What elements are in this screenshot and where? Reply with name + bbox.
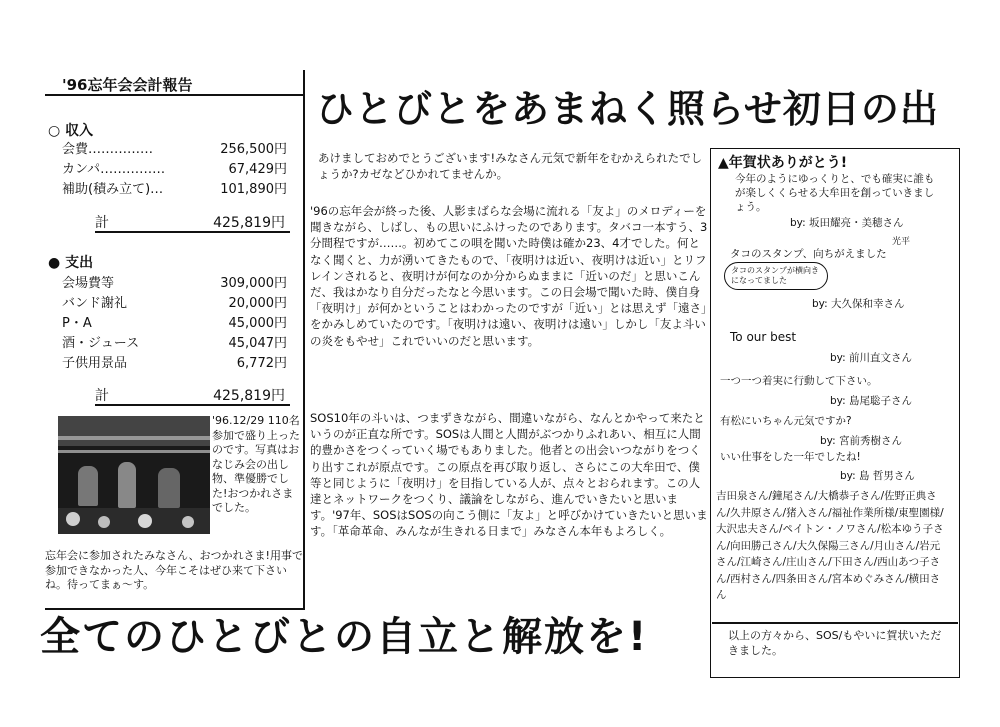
expense-value: 309,000円	[220, 276, 287, 291]
nenga-message: タコのスタンプ、向ちがえました	[730, 248, 887, 260]
nenga-message: いい仕事をした一年でしたね!	[720, 451, 861, 463]
expense-label: P・A	[62, 316, 92, 331]
nenga-byline: by: 前川直文さん	[830, 352, 912, 364]
expense-value: 20,000円	[228, 296, 287, 311]
income-label: 補助(積み立て)…	[62, 182, 164, 197]
income-label: 会費……………	[62, 142, 154, 157]
nenga-names-divider	[712, 622, 958, 624]
main-title: ひとびとをあまねく照らせ初日の出	[316, 87, 939, 131]
expense-row	[62, 292, 287, 311]
body-paragraph-1: '96の忘年会が終った後、人影まばらな会場に流れる「友よ」のメロディーを聞きながら、しばし、もの思いにふけったのであります。タバコ一本すう、3分間程ですが……。初めてこの唄を聞いた時僕は確か23、4才でした。何となく聞くと、力が湧いてきたもので、「夜明けは近い、夜明けは近い」とリフレインされると、夜明けが何なのか分からぬままに「近いのだ」と思いこんだ、我はかなり自分だったなと今思います。この日会場で聞いた時、僕自身「夜明け」が何かということはわかったのですが「近い」とは思えず「遠さ」をかみしめていたのです。「夜明けは遠い、夜明けは遠い」しかし「友よ斗いの炎をもやせ」これでいいのだと思います。	[310, 204, 708, 348]
expense-total-value: 425,819円	[213, 388, 285, 404]
income-value: 101,890円	[220, 182, 287, 197]
body-paragraph-2: SOS10年の斗いは、つまずきながら、間違いながら、なんとかやって来たというのが正直な所です。SOSは人間と人間がぶつかりふれあい、相互に人間的豊かさをつくっていく場でもありました。他者との出会いつながりをつくり出すこれが原点です。この原点を再び取り返し、さらにこの大牟田で、僕等と同じように「夜明け」を目指している人が、点々とおられます。この人達とネットワークをつくり、議論をしながら、進んでいきたいと思います。'97年、SOSはSOSの向こう側に「友よ」と呼びかけていきたいと思います。「革命革命、みんなが生きれる日まで」みなさん本年もよろしく。	[310, 411, 708, 539]
bottom-slogan: 全てのひとびとの自立と解放を!	[40, 614, 649, 660]
nenga-message: 有松にいちゃん元気ですか?	[720, 415, 852, 427]
expense-label: 酒・ジュース	[62, 336, 140, 351]
expense-total	[95, 385, 285, 405]
nenga-speech-bubble: タコのスタンプが横向きになってました	[724, 262, 828, 290]
nenga-message: To our best	[730, 330, 797, 344]
income-label: カンパ……………	[62, 162, 166, 177]
nenga-byline: by: 島 哲男さん	[840, 470, 915, 482]
expense-label: 子供用景品	[62, 356, 128, 371]
nenga-byline: by: 島尾聡子さん	[830, 395, 912, 407]
income-total	[95, 212, 285, 232]
expense-value: 45,047円	[228, 336, 287, 351]
income-row	[62, 158, 287, 177]
expense-total-label: 計	[95, 388, 109, 404]
income-row	[62, 178, 287, 197]
greeting-text: あけましておめでとうございます!みなさん元気で新年をむかえられたでしょうか?カゼなどひかれてませんか。	[318, 151, 703, 181]
expense-row	[62, 272, 287, 291]
left-column-divider	[303, 70, 305, 610]
income-total-value: 425,819円	[213, 215, 285, 231]
nenga-sender-names: 吉田泉さん/鐘尾さん/大橋恭子さん/佐野正典さん/久井原さん/猪入さん/福祉作業所様/東聖園様/大沢忠夫さん/ペイトン・ノワさん/松本ゆう子さん/向田勝己さん/大久保陽三さん/月山さん/岩元さん/江崎さん/庄山さん/下田さん/西山あつ子さん/西村さん/四条田さん/宮本めぐみさん/横田さん	[716, 490, 944, 601]
expense-row	[62, 352, 287, 371]
nenga-byline: by: 坂田耀亮・美穂さん	[790, 217, 904, 229]
income-total-underline	[95, 231, 290, 233]
nenga-note: 光平	[892, 237, 911, 247]
expense-label: バンド謝礼	[62, 296, 128, 311]
nenga-title: ▲年賀状ありがとう!	[718, 155, 848, 171]
accounting-title: '96忘年会会計報告	[62, 76, 193, 94]
nenga-message: 今年のようにゆっくりと、でも確実に誰もが楽しくくらせる大牟田を創っていきましょう。	[735, 173, 935, 213]
expense-label: 会場費等	[62, 276, 115, 291]
income-heading: ○ 収入	[48, 123, 94, 139]
income-row	[62, 138, 287, 157]
nenga-message: 一つ一つ着実に行動して下さい。	[720, 375, 878, 387]
party-photo	[58, 416, 210, 534]
expense-row	[62, 312, 287, 331]
expense-value: 6,772円	[236, 356, 287, 371]
nenga-byline: by: 大久保和幸さん	[812, 298, 905, 310]
income-value: 256,500円	[220, 142, 287, 157]
expense-row	[62, 332, 287, 351]
left-footer-message: 忘年会に参加されたみなさん、おつかれさま!用事で参加できなかった人、今年こそはぜひ来て下さいね。待ってまぁ〜す。	[45, 549, 303, 591]
expense-value: 45,000円	[228, 316, 287, 331]
photo-caption: '96.12/29 110名参加で盛り上ったのです。写真はおなじみ会の出し物、準優勝でした!おつかれさまでした。	[212, 414, 300, 514]
income-value: 67,429円	[228, 162, 287, 177]
income-total-label: 計	[95, 215, 109, 231]
expense-heading: ● 支出	[48, 255, 94, 271]
expense-total-underline	[95, 404, 290, 406]
nenga-closing: 以上の方々から、SOS/もやいに賀状いただきました。	[728, 629, 942, 657]
nenga-byline: by: 宮前秀樹さん	[820, 435, 902, 447]
